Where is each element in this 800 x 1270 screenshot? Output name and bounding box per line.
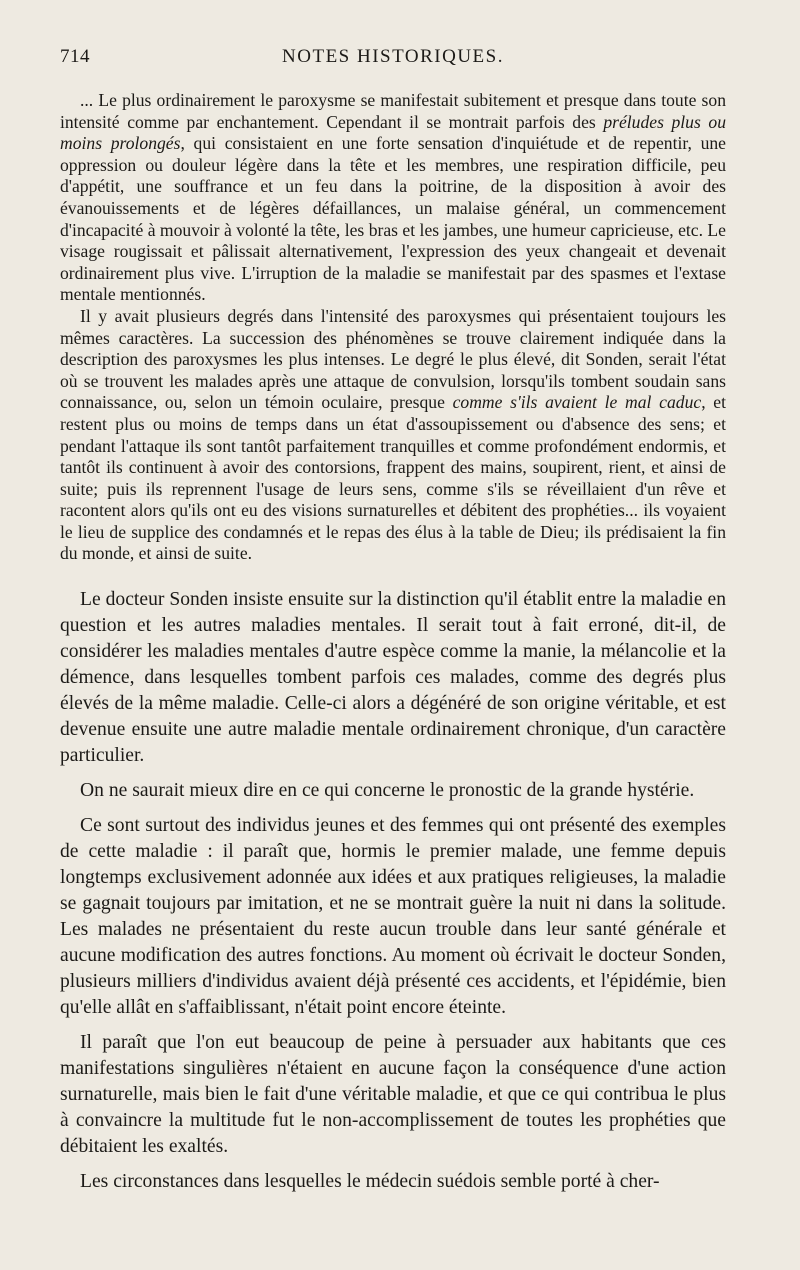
text-block (60, 90, 726, 1204)
running-title: NOTES HISTORIQUES. (282, 46, 504, 67)
body-paragraph-2: On ne saurait mieux dire en ce qui concerne le pronostic de la grande hystérie. (80, 780, 695, 802)
page-number: 714 (60, 46, 90, 67)
body-paragraph-3: Ce sont surtout des individus jeunes et des femmes qui ont présenté des exemples de cette maladie : il paraît que, hormis le premier malade, une femme depuis longtemps exclusivement adonnée aux idées et aux pratiques religieuses, la maladie se gagnait toujours par imitation, et ne se montrait guère la nuit ni dans la solitude. Les malades ne présentaient du reste aucun trouble dans leur santé générale et aucune modification des autres fonctions. Au moment où écrivait le docteur Sonden, plusieurs milliers d'individus avaient déjà présenté ces accidents, et l'épidémie, bien qu'elle allât en s'affaiblissant, n'était point encore éteinte. (60, 815, 726, 1019)
body-paragraph-1: Le docteur Sonden insiste ensuite sur la distinction qu'il établit entre la maladie en question et les autres maladies mentales. Il serait tout à fait erroné, dit-il, de considérer les maladies mentales d'autre espèce comme la manie, la mélancolie et la démence, dans lesquelles tombent parfois ces malades, comme des degrés plus élevés de la même maladie. Celle-ci alors a dégénéré de son origine véritable, et est devenue ensuite une autre maladie mentale ordinairement chronique, d'un caractère particulier. (60, 589, 726, 767)
page-header (60, 46, 726, 72)
main-text (60, 587, 726, 1195)
quote-2-text-a: Il y avait plusieurs degrés dans l'intensité des paroxysmes qui présentaient toujours les mêmes caractères. La succession des phénomènes se trouve clairement indiquée dans la description des paroxysmes les plus intenses. Le degré le plus élevé, dit Sonden, serait l'état où se trouvent les malades après une attaque de convulsion, lorsqu'ils tombent soudain sans connaissance, ou, selon un témoin oculaire, presque (60, 305, 726, 413)
quote-1-text-b: , qui consistaient en une forte sensation d'inquiétude et de repentir, une oppression ou douleur légère dans la tête et les membres, une respiration difficile, peu d'appétit, une souffrance et un feu dans la poitrine, de la disposition à avoir des évanouissements et de légères défaillances, un malaise général, un commencement d'incapacité à mouvoir à volonté la tête, les bras et les jambes, une humeur capricieuse, etc. Le visage rougissait et pâlissait alternativement, l'expression des yeux changeait et devenait ordinairement plus vive. L'irruption de la maladie se manifestait par des spasmes et l'extase mentale mentionnés. (60, 133, 726, 305)
quoted-passage (60, 90, 726, 565)
quote-2-text-b: , et restent plus ou moins de temps dans un état d'assoupissement ou d'absence des sens; et pendant l'attaque ils sont tantôt parfaitement tranquilles et comme profondément endormis, et tantôt ils continuent à avoir des contorsions, frappent des mains, soupirent, rient, et ainsi de suite; puis ils reprennent l'usage de leurs sens, comme s'ils se réveillaient d'un rêve et racontent alors qu'ils ont eu des visions surnaturelles et débitent des prophéties... ils voyaient le lieu de supplice des condamnés et le repas des élus à la table de Dieu; ils prédisaient la fin du monde, et ainsi de suite. (60, 392, 727, 564)
quote-paragraph-2 (60, 306, 726, 565)
body-paragraph-5: Les circonstances dans lesquelles le médecin suédois semble porté à cher- (80, 1171, 660, 1193)
quote-1-italic: préludes plus ou moins prolongés (60, 111, 726, 154)
quote-2-italic: comme s'ils avaient le mal caduc (452, 392, 702, 413)
body-paragraph-4: Il paraît que l'on eut beaucoup de peine à persuader aux habitants que ces manifestations singulières n'étaient en aucune façon la conséquence d'une action surnaturelle, mais bien le fait d'une véritable maladie, et que ce qui contribua le plus à convaincre la multitude fut le non-accomplissement de toutes les prophéties que débitaient les exaltés. (60, 1032, 726, 1158)
quote-paragraph-1 (60, 90, 726, 306)
quote-1-text-a: ... Le plus ordinairement le paroxysme se manifestait subitement et presque dans toute son intensité comme par enchantement. Cependant il se montrait parfois des (60, 90, 726, 132)
